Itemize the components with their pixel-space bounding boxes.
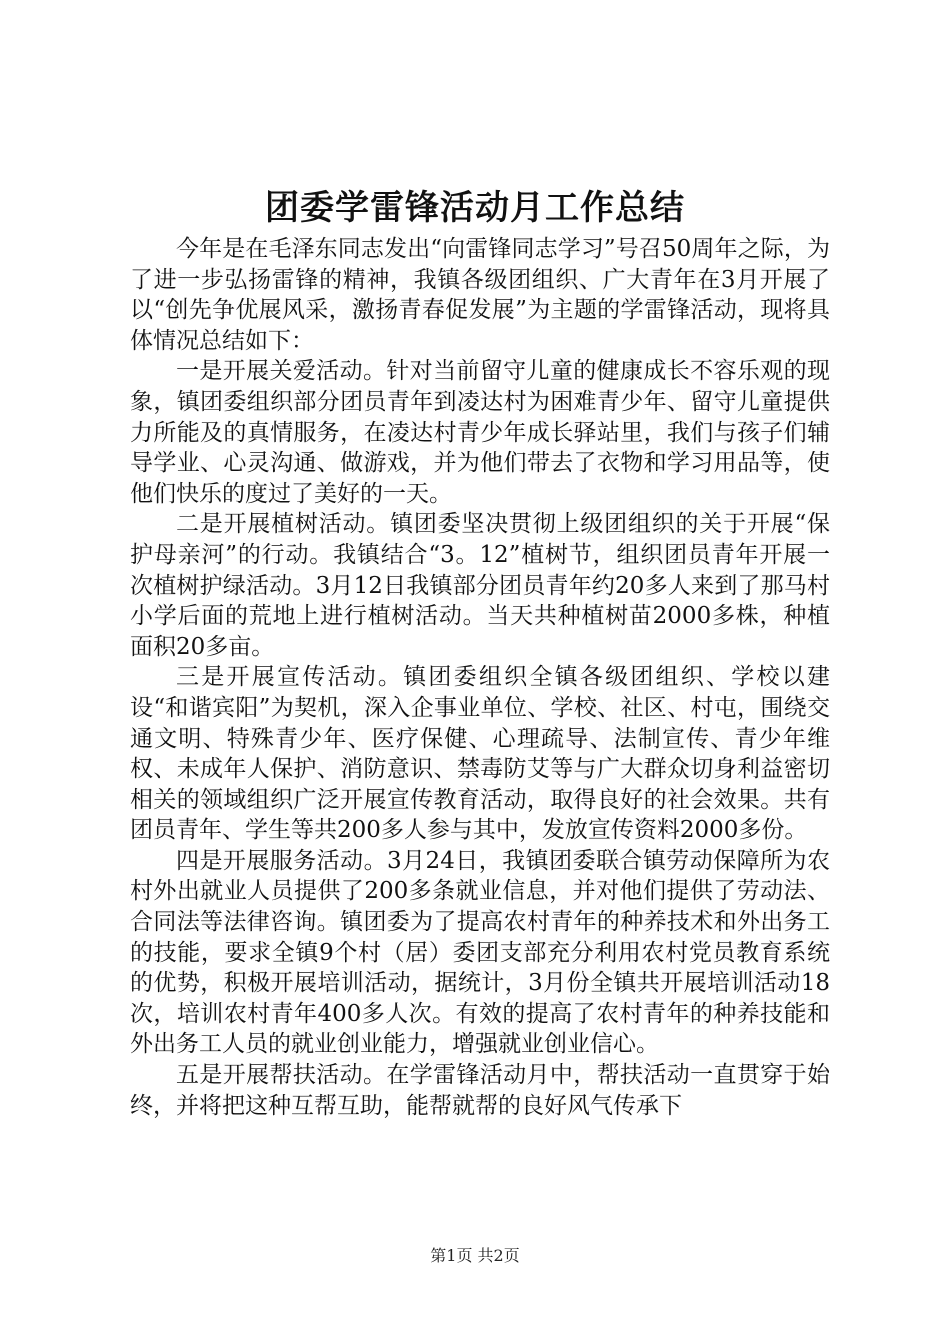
- paragraph-tree-planting: 二是开展植树活动。镇团委坚决贯彻上级团组织的关于开展“保护母亲河”的行动。我镇结合“3。12”植树节，组织团员青年开展一次植树护绿活动。3月12日我镇部分团员青年约20多人来到了那马村小学后面的荒地上进行植树活动。当天共种植树苗2000多株，种植面积20多亩。: [130, 511, 830, 660]
- document-title: 团委学雷锋活动月工作总结: [265, 188, 685, 228]
- paragraph-publicity: 三是开展宣传活动。镇团委组织全镇各级团组织、学校以建设“和谐宾阳”为契机，深入企事业单位、学校、社区、村屯，围绕交通文明、特殊青少年、医疗保健、心理疏导、法制宣传、青少年维权、未成年人保护、消防意识、禁毒防艾等与广大群众切身利益密切相关的领域组织广泛开展宣传教育活动，取得良好的社会效果。共有团员青年、学生等共200多人参与其中，发放宣传资料2000多份。: [130, 664, 830, 844]
- document-body: [130, 234, 830, 1121]
- paragraph-intro: 今年是在毛泽东同志发出“向雷锋同志学习”号召50周年之际，为了进一步弘扬雷锋的精神，我镇各级团组织、广大青年在3月开展了以“创先争优展风采，激扬青春促发展”为主题的学雷锋活动，现将具体情况总结如下：: [130, 236, 830, 354]
- paragraph-assistance: 五是开展帮扶活动。在学雷锋活动月中，帮扶活动一直贯穿于始终，并将把这种互帮互助，能帮就帮的良好风气传承下: [130, 1062, 830, 1119]
- page-number-footer: 第1页 共2页: [430, 1246, 520, 1265]
- paragraph-service: 四是开展服务活动。3月24日，我镇团委联合镇劳动保障所为农村外出就业人员提供了200多条就业信息，并对他们提供了劳动法、合同法等法律咨询。镇团委为了提高农村青年的种养技术和外出务工的技能，要求全镇9个村（居）委团支部充分利用农村党员教育系统的优势，积极开展培训活动，据统计，3月份全镇共开展培训活动18次，培训农村青年400多人次。有效的提高了农村青年的种养技能和外出务工人员的就业创业能力，增强就业创业信心。: [130, 847, 830, 1058]
- paragraph-care-activity: 一是开展关爱活动。针对当前留守儿童的健康成长不容乐观的现象，镇团委组织部分团员青年到凌达村为困难青少年、留守儿童提供力所能及的真情服务，在凌达村青少年成长驿站里，我们与孩子们辅导学业、心灵沟通、做游戏，并为他们带去了衣物和学习用品等，使他们快乐的度过了美好的一天。: [130, 358, 830, 507]
